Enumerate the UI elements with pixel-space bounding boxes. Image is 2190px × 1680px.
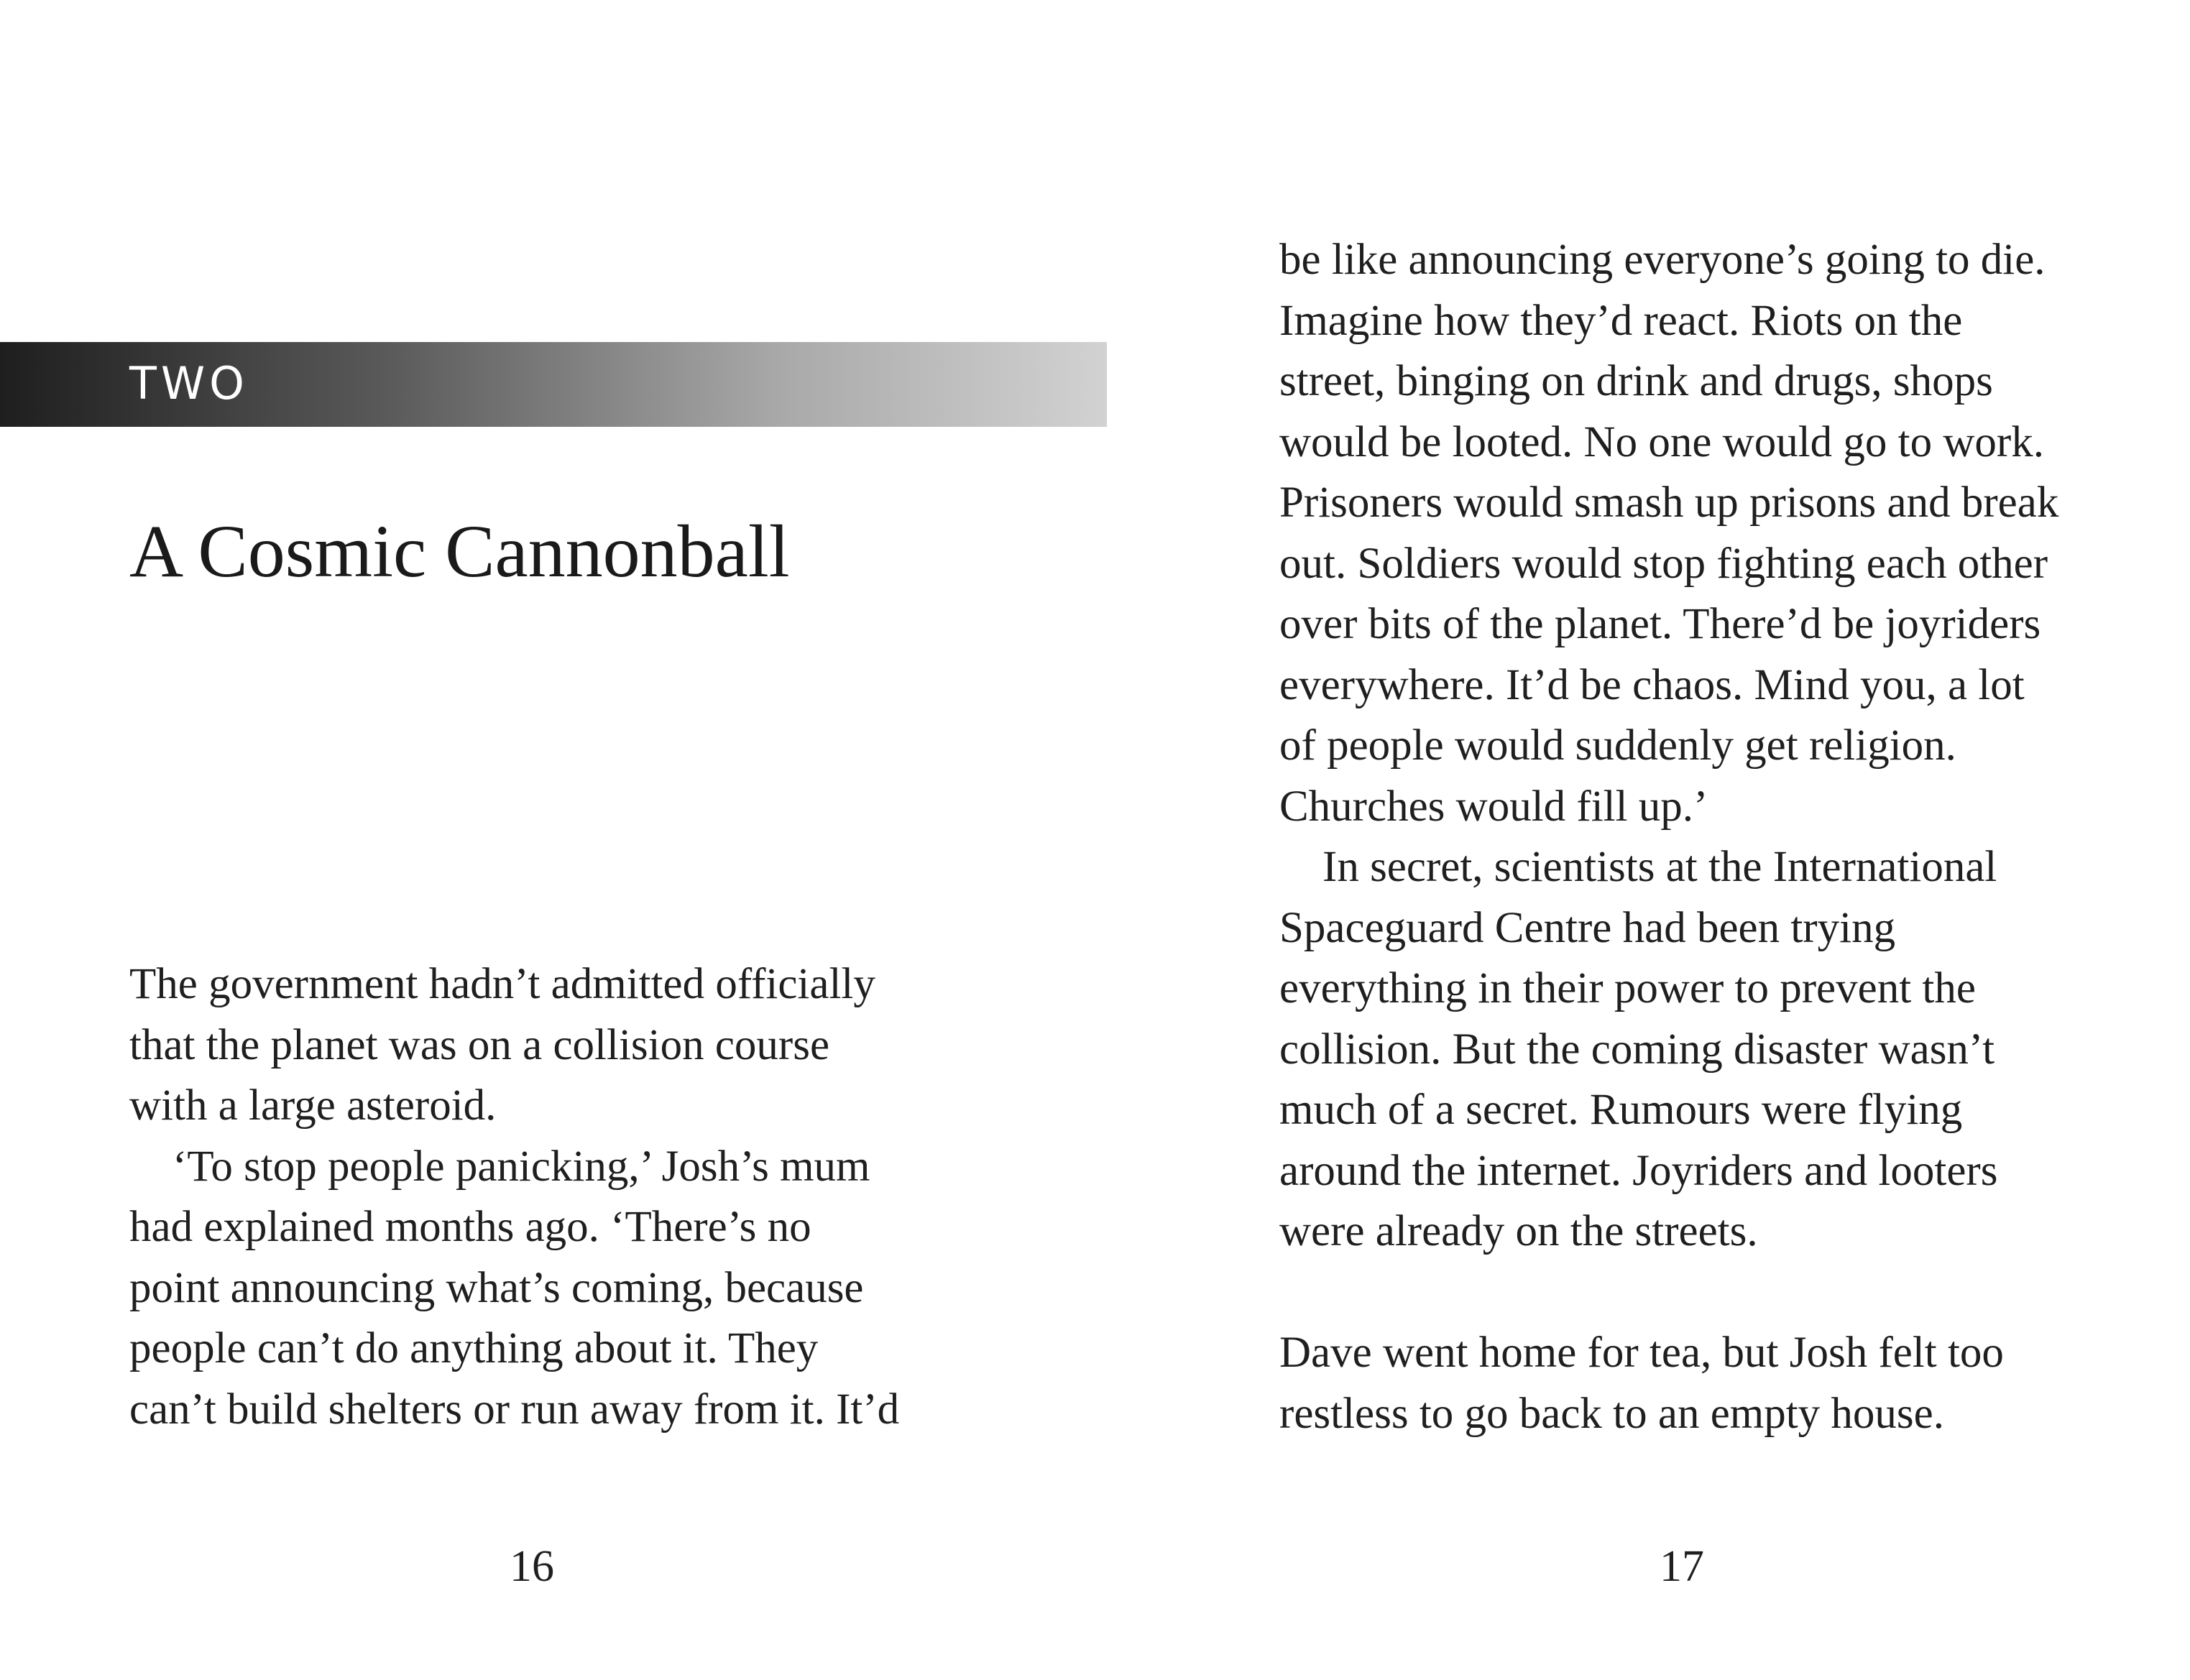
text-line: with a large asteroid. bbox=[129, 1081, 497, 1130]
text-line: collision. But the coming disaster wasn’t bbox=[1279, 1025, 1995, 1074]
text-line: Prisoners would smash up prisons and break bbox=[1279, 479, 2059, 527]
text-line: people can’t do anything about it. They bbox=[129, 1324, 819, 1372]
text-line: had explained months ago. ‘There’s no bbox=[129, 1203, 811, 1251]
page-number: 17 bbox=[1660, 1542, 1704, 1591]
text-line: The government hadn’t admitted officially bbox=[129, 960, 875, 1008]
right-body-text bbox=[1279, 230, 2058, 1444]
text-line: over bits of the planet. There’d be joyriders bbox=[1279, 600, 2041, 648]
text-line: of people would suddenly get religion. bbox=[1279, 721, 1956, 770]
chapter-title: A Cosmic Cannonball bbox=[129, 510, 790, 593]
text-line: Spaceguard Centre had been trying bbox=[1279, 903, 1896, 952]
text-line: everything in their power to prevent the bbox=[1279, 964, 1976, 1012]
chapter-label: TWO bbox=[129, 357, 249, 410]
text-line: around the internet. Joyriders and looters bbox=[1279, 1146, 1998, 1195]
text-line: ‘To stop people panicking,’ Josh’s mum bbox=[172, 1142, 870, 1191]
blank-line bbox=[1279, 1263, 2058, 1324]
text-line: were already on the streets. bbox=[1279, 1207, 1758, 1255]
text-line: point announcing what’s coming, because bbox=[129, 1263, 864, 1312]
text-line: out. Soldiers would stop fighting each other bbox=[1279, 539, 2048, 588]
text-line: In secret, scientists at the International bbox=[1322, 843, 1997, 891]
left-body-text bbox=[129, 954, 899, 1440]
text-line: that the planet was on a collision course bbox=[129, 1020, 830, 1069]
text-line: Imagine how they’d react. Riots on the bbox=[1279, 296, 1963, 345]
chapter-banner bbox=[0, 342, 1107, 427]
text-line: would be looted. No one would go to work. bbox=[1279, 417, 2044, 466]
text-line: Churches would fill up.’ bbox=[1279, 782, 1708, 831]
text-line: be like announcing everyone’s going to die. bbox=[1279, 236, 2046, 284]
page-number: 16 bbox=[510, 1542, 554, 1591]
text-line: much of a secret. Rumours were flying bbox=[1279, 1086, 1963, 1134]
text-line: restless to go back to an empty house. bbox=[1279, 1389, 1944, 1438]
text-line: Dave went home for tea, but Josh felt too bbox=[1279, 1329, 2004, 1377]
text-line: can’t build shelters or run away from it. It’d bbox=[129, 1385, 900, 1434]
text-line: street, binging on drink and drugs, shops bbox=[1279, 357, 1993, 405]
text-line: everywhere. It’d be chaos. Mind you, a lot bbox=[1279, 660, 2025, 709]
